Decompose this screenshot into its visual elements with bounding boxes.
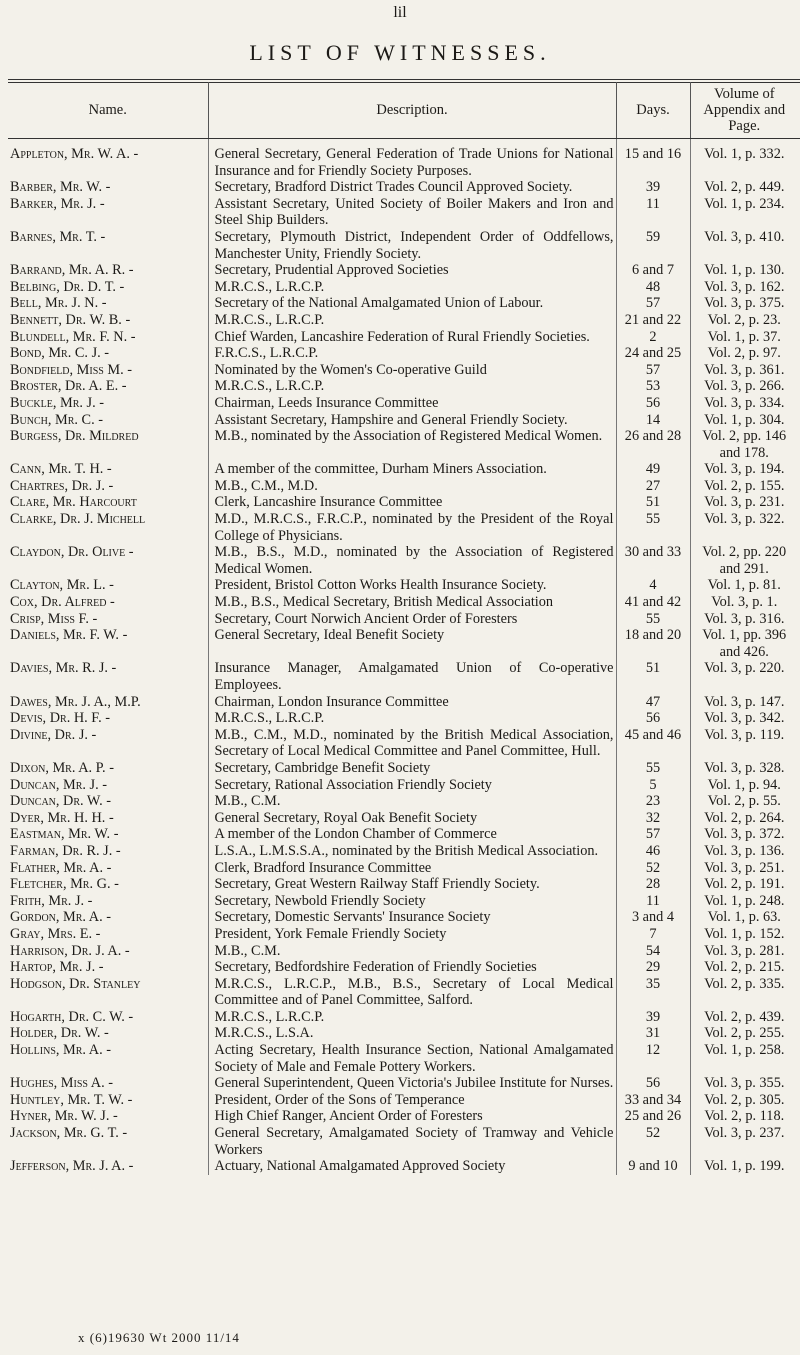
witness-days: 59 xyxy=(616,229,690,262)
witness-name: Barker, Mr. J. - xyxy=(10,195,105,212)
witness-days: 7 xyxy=(616,926,690,943)
witness-name: Holder, Dr. W. - xyxy=(10,1025,109,1042)
witness-volume: Vol. 3, p. 328. xyxy=(690,760,798,777)
witness-description: M.B., C.M. xyxy=(208,793,616,810)
witness-name: Harrison, Dr. J. A. - xyxy=(10,942,130,959)
witness-days: 33 and 34 xyxy=(616,1092,690,1109)
witness-name: Hartop, Mr. J. - xyxy=(10,959,104,976)
witness-name: Bondfield, Miss M. - xyxy=(10,361,133,378)
witness-days: 21 and 22 xyxy=(616,312,690,329)
witness-days: 55 xyxy=(616,611,690,628)
witness-days: 26 and 28 xyxy=(616,428,690,461)
witness-name: Duncan, Dr. W. - xyxy=(10,793,112,810)
witness-name: Bennett, Dr. W. B. - xyxy=(10,311,131,328)
table-row xyxy=(8,1075,798,1092)
witness-days: 47 xyxy=(616,694,690,711)
witness-days: 46 xyxy=(616,843,690,860)
witness-volume: Vol. 3, p. 375. xyxy=(690,295,798,312)
witness-volume: Vol. 2, p. 97. xyxy=(690,345,798,362)
table-row xyxy=(8,494,798,511)
witness-volume: Vol. 3, p. 220. xyxy=(690,660,798,693)
witness-volume: Vol. 1, p. 63. xyxy=(690,909,798,926)
witness-name: Hogarth, Dr. C. W. - xyxy=(10,1008,134,1025)
witness-volume: Vol. 2, p. 335. xyxy=(690,976,798,1009)
witness-description: A member of the committee, Durham Miners Association. xyxy=(208,461,616,478)
witness-volume: Vol. 3, p. 119. xyxy=(690,727,798,760)
witness-name: Blundell, Mr. F. N. - xyxy=(10,328,136,345)
witness-volume: Vol. 3, p. 334. xyxy=(690,395,798,412)
witness-volume: Vol. 3, p. 266. xyxy=(690,378,798,395)
witness-description: Secretary, Court Norwich Ancient Order of Foresters xyxy=(208,611,616,628)
table-row xyxy=(8,826,798,843)
witness-name: Jackson, Mr. G. T. - xyxy=(10,1125,128,1142)
header-row xyxy=(8,82,798,138)
witness-volume: Vol. 1, p. 94. xyxy=(690,777,798,794)
witness-volume: Vol. 1, p. 332. xyxy=(690,138,798,179)
witness-name: Clayton, Mr. L. - xyxy=(10,577,114,594)
witness-name: Jefferson, Mr. J. A. - xyxy=(10,1158,134,1175)
table-row xyxy=(8,1125,798,1158)
table-row xyxy=(8,478,798,495)
witness-name: Broster, Dr. A. E. - xyxy=(10,378,127,395)
witness-volume: Vol. 1, p. 248. xyxy=(690,893,798,910)
witness-name: Barber, Mr. W. - xyxy=(10,179,111,196)
witness-days: 4 xyxy=(616,577,690,594)
witness-name: Hyner, Mr. W. J. - xyxy=(10,1108,118,1125)
table-row xyxy=(8,926,798,943)
table-row xyxy=(8,660,798,693)
witness-days: 2 xyxy=(616,329,690,346)
witness-days: 55 xyxy=(616,760,690,777)
table-row xyxy=(8,627,798,660)
witness-days: 3 and 4 xyxy=(616,909,690,926)
witness-volume: Vol. 1, p. 152. xyxy=(690,926,798,943)
witness-name: Frith, Mr. J. - xyxy=(10,892,93,909)
witness-description: General Secretary, Ideal Benefit Society xyxy=(208,627,616,660)
witness-description: Assistant Secretary, Hampshire and General Friendly Society. xyxy=(208,412,616,429)
witness-description: F.R.C.S., L.R.C.P. xyxy=(208,345,616,362)
witness-days: 18 and 20 xyxy=(616,627,690,660)
table-row xyxy=(8,428,798,461)
witness-name: Chartres, Dr. J. - xyxy=(10,477,114,494)
table-row xyxy=(8,378,798,395)
witness-volume: Vol. 2, p. 23. xyxy=(690,312,798,329)
witness-days: 39 xyxy=(616,1009,690,1026)
witness-days: 54 xyxy=(616,943,690,960)
witness-volume: Vol. 1, pp. 396 and 426. xyxy=(690,627,798,660)
table-row xyxy=(8,262,798,279)
witness-volume: Vol. 3, p. 251. xyxy=(690,860,798,877)
witness-days: 57 xyxy=(616,826,690,843)
witness-volume: Vol. 2, p. 305. xyxy=(690,1092,798,1109)
witness-description: Assistant Secretary, United Society of Boiler Makers and Iron and Steel Ship Builders. xyxy=(208,196,616,229)
witness-volume: Vol. 2, p. 215. xyxy=(690,959,798,976)
witness-days: 56 xyxy=(616,395,690,412)
witness-volume: Vol. 1, p. 234. xyxy=(690,196,798,229)
witness-name: Cann, Mr. T. H. - xyxy=(10,461,112,478)
witness-description: Secretary, Plymouth District, Independent Order of Oddfellows, Manchester Unity, Friendly Society. xyxy=(208,229,616,262)
witness-volume: Vol. 3, p. 322. xyxy=(690,511,798,544)
table-row xyxy=(8,138,798,179)
witness-description: Secretary, Domestic Servants' Insurance Society xyxy=(208,909,616,926)
witness-name: Devis, Dr. H. F. - xyxy=(10,710,111,727)
witness-name: Clare, Mr. Harcourt xyxy=(10,494,137,511)
table-row xyxy=(8,810,798,827)
witness-name: Daniels, Mr. F. W. - xyxy=(10,627,128,644)
witness-name: Dawes, Mr. J. A., M.P. xyxy=(10,693,141,710)
witness-description: M.R.C.S., L.R.C.P. xyxy=(208,1009,616,1026)
table-row xyxy=(8,1092,798,1109)
witness-volume: Vol. 3, p. 410. xyxy=(690,229,798,262)
table-row xyxy=(8,229,798,262)
witness-description: President, Bristol Cotton Works Health Insurance Society. xyxy=(208,577,616,594)
witness-volume: Vol. 1, p. 37. xyxy=(690,329,798,346)
table-row xyxy=(8,1009,798,1026)
witness-name: Clarke, Dr. J. Michell xyxy=(10,511,146,528)
witness-volume: Vol. 3, p. 372. xyxy=(690,826,798,843)
witness-description: Chief Warden, Lancashire Federation of Rural Friendly Societies. xyxy=(208,329,616,346)
witness-description: M.D., M.R.C.S., F.R.C.P., nominated by the President of the Royal College of Physicians. xyxy=(208,511,616,544)
witness-name: Duncan, Mr. J. - xyxy=(10,776,108,793)
witness-volume: Vol. 2, p. 439. xyxy=(690,1009,798,1026)
witness-volume: Vol. 3, p. 281. xyxy=(690,943,798,960)
witness-volume: Vol. 3, p. 316. xyxy=(690,611,798,628)
witness-name: Huntley, Mr. T. W. - xyxy=(10,1091,133,1108)
witness-days: 24 and 25 xyxy=(616,345,690,362)
table-row xyxy=(8,279,798,296)
witness-description: Secretary, Bradford District Trades Council Approved Society. xyxy=(208,179,616,196)
witness-description: M.B., B.S., M.D., nominated by the Association of Registered Medical Women. xyxy=(208,544,616,577)
witness-description: M.R.C.S., L.R.C.P. xyxy=(208,279,616,296)
witness-volume: Vol. 2, p. 191. xyxy=(690,876,798,893)
table-row xyxy=(8,1042,798,1075)
table-row xyxy=(8,694,798,711)
witness-description: M.R.C.S., L.R.C.P., M.B., B.S., Secretary of Local Medical Committee and of Panel Committee, Salford. xyxy=(208,976,616,1009)
witness-days: 52 xyxy=(616,860,690,877)
table-row xyxy=(8,1158,798,1175)
witness-name: Dyer, Mr. H. H. - xyxy=(10,809,114,826)
table-row xyxy=(8,959,798,976)
table-row xyxy=(8,976,798,1009)
witness-name: Bell, Mr. J. N. - xyxy=(10,295,107,312)
witness-name: Barrand, Mr. A. R. - xyxy=(10,262,134,279)
witness-volume: Vol. 3, p. 194. xyxy=(690,461,798,478)
witness-volume: Vol. 1, p. 130. xyxy=(690,262,798,279)
witness-name: Farman, Dr. R. J. - xyxy=(10,842,121,859)
witness-days: 5 xyxy=(616,777,690,794)
witness-description: M.B., C.M., M.D., nominated by the British Medical Association, Secretary of Local Medical Committee and Panel Committee, Hull. xyxy=(208,727,616,760)
table-row xyxy=(8,196,798,229)
witness-name: Crisp, Miss F. - xyxy=(10,610,98,627)
witness-name: Hughes, Miss A. - xyxy=(10,1075,113,1092)
table-row xyxy=(8,179,798,196)
witness-description: Secretary of the National Amalgamated Union of Labour. xyxy=(208,295,616,312)
table-row xyxy=(8,909,798,926)
witness-name: Cox, Dr. Alfred - xyxy=(10,594,115,611)
witness-days: 35 xyxy=(616,976,690,1009)
witness-days: 56 xyxy=(616,1075,690,1092)
witness-volume: Vol. 2, p. 55. xyxy=(690,793,798,810)
witness-name: Barnes, Mr. T. - xyxy=(10,228,106,245)
witness-volume: Vol. 2, p. 255. xyxy=(690,1025,798,1042)
witness-days: 31 xyxy=(616,1025,690,1042)
witness-days: 25 and 26 xyxy=(616,1108,690,1125)
page-title: LIST OF WITNESSES. xyxy=(249,40,551,65)
table-row xyxy=(8,943,798,960)
witness-days: 6 and 7 xyxy=(616,262,690,279)
witness-volume: Vol. 2, pp. 146 and 178. xyxy=(690,428,798,461)
witness-description: M.B., C.M., M.D. xyxy=(208,478,616,495)
witness-name: Appleton, Mr. W. A. - xyxy=(10,146,139,162)
witness-description: General Superintendent, Queen Victoria's Jubilee Institute for Nurses. xyxy=(208,1075,616,1092)
witness-description: A member of the London Chamber of Commerce xyxy=(208,826,616,843)
table-row xyxy=(8,345,798,362)
witness-description: Secretary, Prudential Approved Societies xyxy=(208,262,616,279)
witness-description: General Secretary, Amalgamated Society of Tramway and Vehicle Workers xyxy=(208,1125,616,1158)
witness-volume: Vol. 3, p. 136. xyxy=(690,843,798,860)
witness-name: Belbing, Dr. D. T. - xyxy=(10,278,125,295)
witness-volume: Vol. 1, p. 81. xyxy=(690,577,798,594)
witness-days: 56 xyxy=(616,710,690,727)
table-row xyxy=(8,777,798,794)
witness-description: M.R.C.S., L.R.C.P. xyxy=(208,710,616,727)
witness-description: L.S.A., L.M.S.S.A., nominated by the British Medical Association. xyxy=(208,843,616,860)
witness-days: 11 xyxy=(616,893,690,910)
witness-name: Buckle, Mr. J. - xyxy=(10,394,105,411)
witness-days: 23 xyxy=(616,793,690,810)
table-row xyxy=(8,412,798,429)
table-row xyxy=(8,793,798,810)
witness-volume: Vol. 3, p. 361. xyxy=(690,362,798,379)
table-row xyxy=(8,1025,798,1042)
witness-name: Hodgson, Dr. Stanley xyxy=(10,975,141,992)
witness-days: 57 xyxy=(616,362,690,379)
witness-name: Dixon, Mr. A. P. - xyxy=(10,759,114,776)
witness-days: 27 xyxy=(616,478,690,495)
witness-volume: Vol. 3, p. 1. xyxy=(690,594,798,611)
table-row xyxy=(8,362,798,379)
witness-description: M.R.C.S., L.S.A. xyxy=(208,1025,616,1042)
witness-days: 45 and 46 xyxy=(616,727,690,760)
witness-description: Secretary, Cambridge Benefit Society xyxy=(208,760,616,777)
witness-days: 48 xyxy=(616,279,690,296)
witness-volume: Vol. 1, p. 304. xyxy=(690,412,798,429)
table-row xyxy=(8,511,798,544)
witness-rows xyxy=(8,138,798,1175)
header-volume: Volume of Appendix and Page. xyxy=(690,82,798,138)
witness-days: 11 xyxy=(616,196,690,229)
table-row xyxy=(8,876,798,893)
witness-days: 14 xyxy=(616,412,690,429)
witness-days: 51 xyxy=(616,660,690,693)
witness-description: Insurance Manager, Amalgamated Union of Co-operative Employees. xyxy=(208,660,616,693)
witness-name: Flather, Mr. A. - xyxy=(10,859,112,876)
table-row xyxy=(8,329,798,346)
table-row xyxy=(8,843,798,860)
witness-days: 55 xyxy=(616,511,690,544)
table-row xyxy=(8,760,798,777)
witness-name: Hollins, Mr. A. - xyxy=(10,1042,112,1059)
witness-days: 9 and 10 xyxy=(616,1158,690,1175)
witness-name: Gordon, Mr. A. - xyxy=(10,909,112,926)
witness-description: M.B., C.M. xyxy=(208,943,616,960)
witness-description: M.R.C.S., L.R.C.P. xyxy=(208,312,616,329)
witness-description: General Secretary, General Federation of Trade Unions for National Insurance and for Friendly Society Purposes. xyxy=(208,138,616,179)
header-name: Name. xyxy=(88,102,127,118)
table-row xyxy=(8,295,798,312)
witness-description: Nominated by the Women's Co-operative Guild xyxy=(208,362,616,379)
page-number: lil xyxy=(393,4,407,21)
witness-name: Eastman, Mr. W. - xyxy=(10,826,119,843)
witness-days: 57 xyxy=(616,295,690,312)
witness-name: Burgess, Dr. Mildred xyxy=(10,428,139,445)
table-row xyxy=(8,1108,798,1125)
header-rule xyxy=(8,138,800,139)
witness-name: Fletcher, Mr. G. - xyxy=(10,876,119,893)
witness-days: 15 and 16 xyxy=(616,138,690,179)
witness-volume: Vol. 3, p. 342. xyxy=(690,710,798,727)
table-row xyxy=(8,395,798,412)
witness-description: High Chief Ranger, Ancient Order of Foresters xyxy=(208,1108,616,1125)
footer-print-code: x (6)19630 Wt 2000 11/14 xyxy=(78,1330,240,1345)
witness-volume: Vol. 3, p. 237. xyxy=(690,1125,798,1158)
witness-days: 12 xyxy=(616,1042,690,1075)
witness-volume: Vol. 3, p. 231. xyxy=(690,494,798,511)
witness-description: Secretary, Bedfordshire Federation of Friendly Societies xyxy=(208,959,616,976)
witness-description: Actuary, National Amalgamated Approved Society xyxy=(208,1158,616,1175)
witness-name: Claydon, Dr. Olive - xyxy=(10,544,134,561)
witness-days: 51 xyxy=(616,494,690,511)
witness-description: Secretary, Newbold Friendly Society xyxy=(208,893,616,910)
witness-description: Secretary, Great Western Railway Staff Friendly Society. xyxy=(208,876,616,893)
witness-description: Clerk, Bradford Insurance Committee xyxy=(208,860,616,877)
witness-name: Davies, Mr. R. J. - xyxy=(10,660,117,677)
witness-volume: Vol. 2, p. 449. xyxy=(690,179,798,196)
witness-days: 39 xyxy=(616,179,690,196)
table-row xyxy=(8,577,798,594)
witness-days: 52 xyxy=(616,1125,690,1158)
witness-name: Gray, Mrs. E. - xyxy=(10,925,101,942)
witness-days: 49 xyxy=(616,461,690,478)
table-row xyxy=(8,611,798,628)
witness-days: 29 xyxy=(616,959,690,976)
table-row xyxy=(8,312,798,329)
witness-volume: Vol. 1, p. 258. xyxy=(690,1042,798,1075)
witness-volume: Vol. 2, p. 264. xyxy=(690,810,798,827)
witness-name: Bond, Mr. C. J. - xyxy=(10,345,110,362)
witness-description: Acting Secretary, Health Insurance Section, National Amalgamated Society of Male and Female Pottery Workers. xyxy=(208,1042,616,1075)
table-row xyxy=(8,544,798,577)
witness-description: Chairman, Leeds Insurance Committee xyxy=(208,395,616,412)
witness-days: 32 xyxy=(616,810,690,827)
witness-description: M.R.C.S., L.R.C.P. xyxy=(208,378,616,395)
table-row xyxy=(8,727,798,760)
witness-volume: Vol. 2, pp. 220 and 291. xyxy=(690,544,798,577)
witness-description: General Secretary, Royal Oak Benefit Society xyxy=(208,810,616,827)
table-row xyxy=(8,893,798,910)
witness-days: 28 xyxy=(616,876,690,893)
witness-description: President, York Female Friendly Society xyxy=(208,926,616,943)
witness-days: 30 and 33 xyxy=(616,544,690,577)
witness-description: Clerk, Lancashire Insurance Committee xyxy=(208,494,616,511)
witness-name: Divine, Dr. J. - xyxy=(10,726,97,743)
witness-days: 53 xyxy=(616,378,690,395)
table-row xyxy=(8,860,798,877)
table-row xyxy=(8,710,798,727)
header-description: Description. xyxy=(208,82,616,138)
witness-description: Secretary, Rational Association Friendly Society xyxy=(208,777,616,794)
table-row xyxy=(8,461,798,478)
witness-volume: Vol. 2, p. 118. xyxy=(690,1108,798,1125)
witness-description: M.B., B.S., Medical Secretary, British Medical Association xyxy=(208,594,616,611)
witness-volume: Vol. 3, p. 355. xyxy=(690,1075,798,1092)
witness-name: Bunch, Mr. C. - xyxy=(10,411,103,428)
witness-volume: Vol. 3, p. 147. xyxy=(690,694,798,711)
table-row xyxy=(8,594,798,611)
witness-table xyxy=(8,82,798,1175)
witness-volume: Vol. 3, p. 162. xyxy=(690,279,798,296)
witness-description: M.B., nominated by the Association of Registered Medical Women. xyxy=(208,428,616,461)
witness-volume: Vol. 2, p. 155. xyxy=(690,478,798,495)
witness-days: 41 and 42 xyxy=(616,594,690,611)
witness-description: President, Order of the Sons of Temperance xyxy=(208,1092,616,1109)
header-days: Days. xyxy=(616,82,690,138)
witness-description: Chairman, London Insurance Committee xyxy=(208,694,616,711)
witness-volume: Vol. 1, p. 199. xyxy=(690,1158,798,1175)
top-rule-thick xyxy=(8,79,800,80)
